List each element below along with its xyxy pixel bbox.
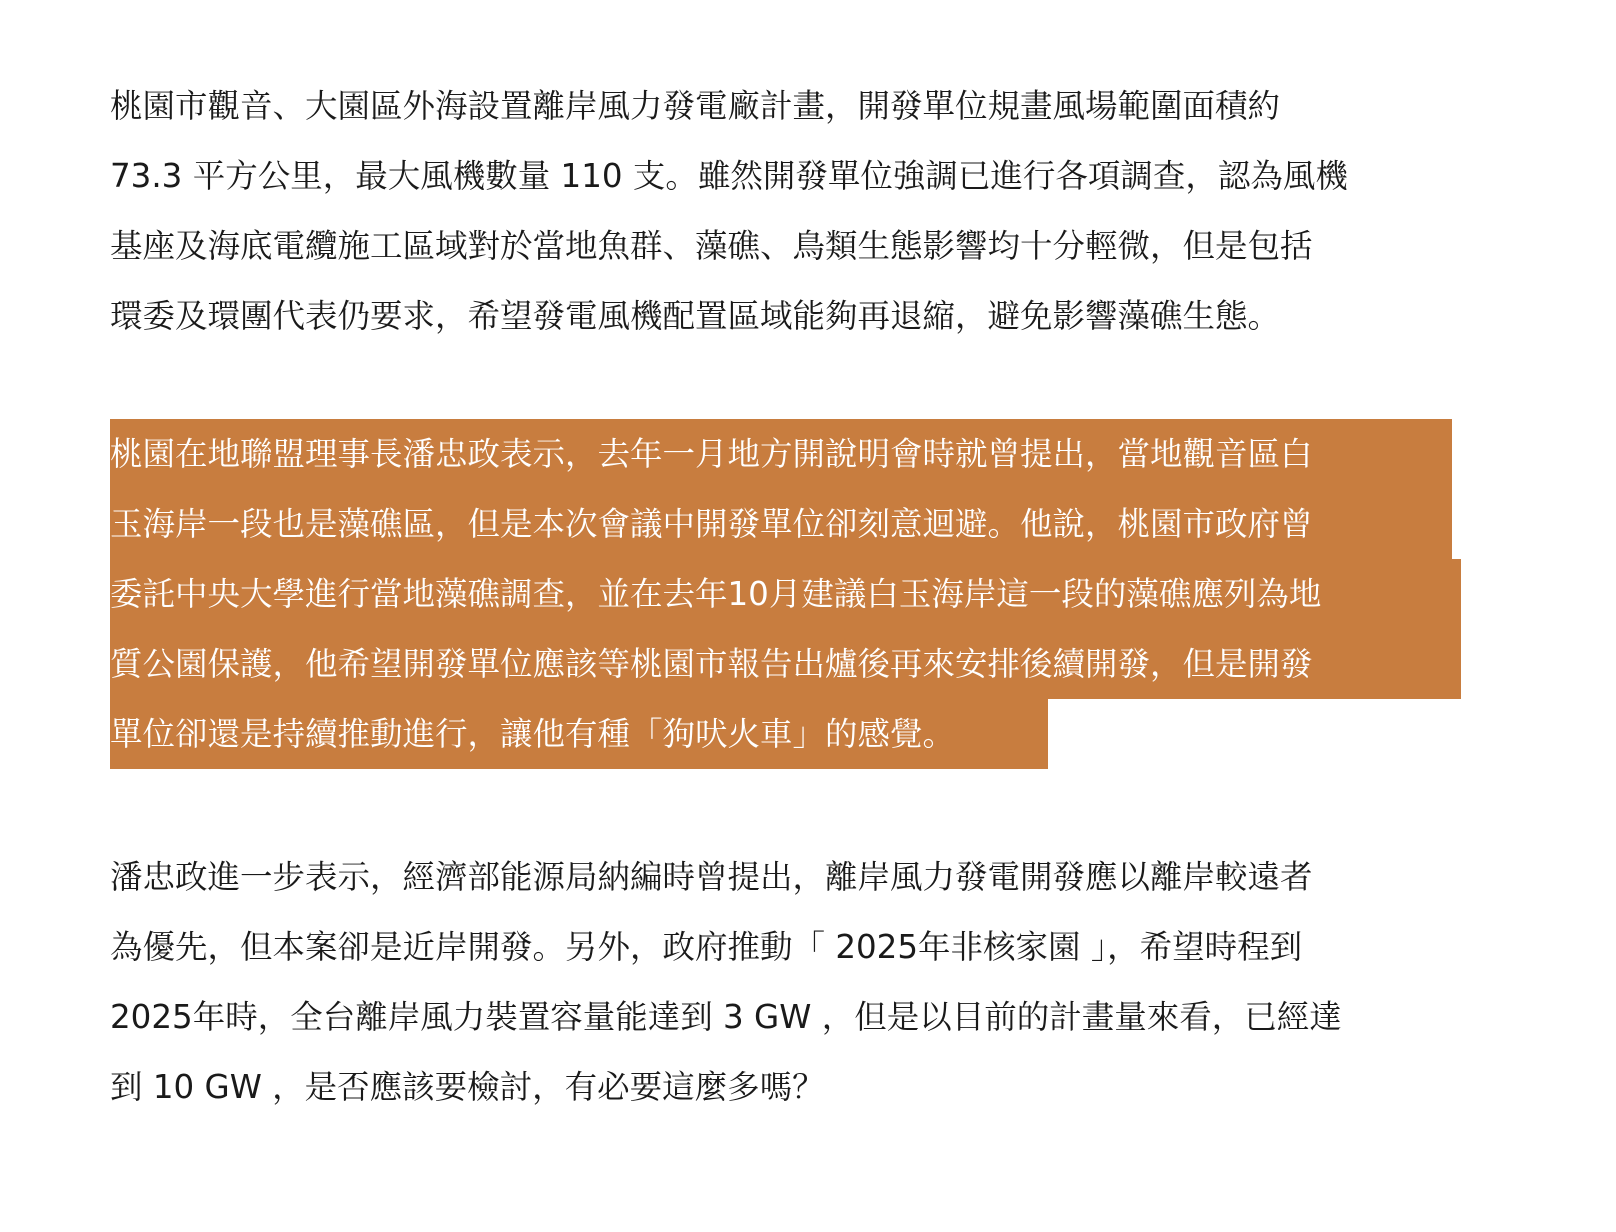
highlighted-line: 質公園保護，他希望開發單位應該等桃園市報告出爐後再來安排後續開發，但是開發 [110, 629, 1461, 699]
paragraph-line: 2025年時，全台離岸風力裝置容量能達到 3 GW ，但是以目前的計畫量來看，已經達 [110, 998, 1342, 1036]
highlighted-line: 玉海岸一段也是藻礁區，但是本次會議中開發單位卻刻意迴避。他說，桃園市政府曾 [110, 489, 1452, 559]
highlighted-line: 單位卻還是持續推動進行，讓他有種「狗吠火車」的感覺。 [110, 699, 1048, 769]
paragraph-line: 73.3 平方公里，最大風機數量 110 支。雖然開發單位強調已進行各項調查，認為風機 [110, 157, 1348, 195]
highlighted-line: 委託中央大學進行當地藻礁調查，並在去年10月建議白玉海岸這一段的藻礁應列為地 [110, 559, 1461, 629]
paragraph-line: 到 10 GW ，是否應該要檢討，有必要這麼多嗎？ [110, 1068, 825, 1106]
paragraph-line: 桃園市觀音、大園區外海設置離岸風力發電廠計畫，開發單位規畫風場範圍面積約 [110, 87, 1281, 125]
paragraph-line: 潘忠政進一步表示，經濟部能源局納編時曾提出，離岸風力發電開發應以離岸較遠者 [110, 858, 1313, 896]
highlighted-line: 桃園在地聯盟理事長潘忠政表示，去年一月地方開說明會時就曾提出，當地觀音區白 [110, 419, 1452, 489]
paragraph-line: 為優先，但本案卻是近岸開發。另外，政府推動「 2025年非核家園 」，希望時程到 [110, 928, 1303, 966]
paragraph-line: 基座及海底電纜施工區域對於當地魚群、藻礁、鳥類生態影響均十分輕微，但是包括 [110, 227, 1313, 265]
paragraph-line: 環委及環團代表仍要求，希望發電風機配置區域能夠再退縮，避免影響藻礁生態。 [110, 297, 1281, 335]
